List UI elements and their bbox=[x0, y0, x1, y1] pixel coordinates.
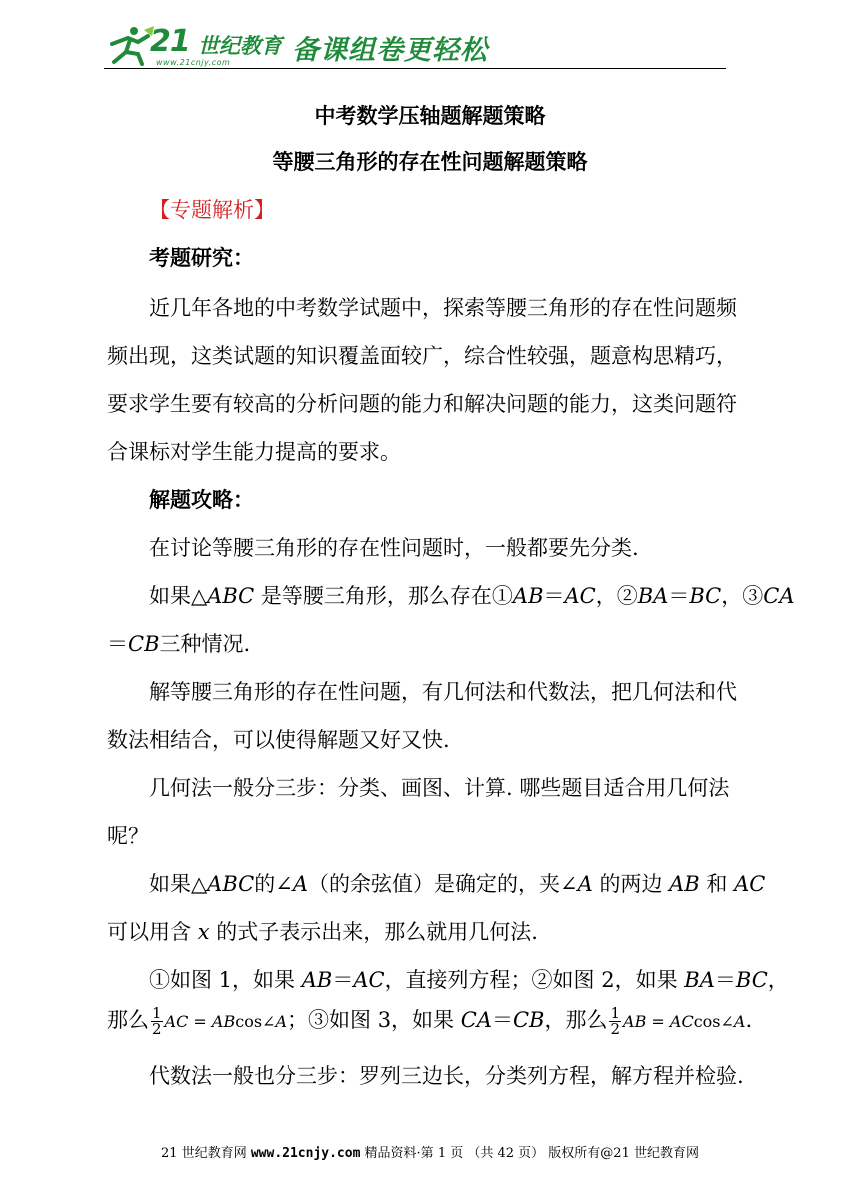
sub-title: 等腰三角形的存在性问题解题策略 bbox=[272, 149, 588, 174]
header-slogan: 备课组卷更轻松 bbox=[292, 35, 488, 66]
section-tag: 【专题解析】 bbox=[149, 198, 275, 222]
research-line-3: 要求学生要有较高的分析问题的能力和解决问题的能力，这类问题符 bbox=[107, 392, 737, 416]
fraction-half-1: $\frac{1}{2}$ bbox=[152, 1004, 162, 1038]
strategy-p5-line1: 如果△ABC的∠A（的余弦值）是确定的，夹∠A 的两边 AB 和 AC bbox=[149, 872, 766, 896]
research-line-2: 频出现，这类试题的知识覆盖面较广，综合性较强，题意构思精巧， bbox=[107, 344, 737, 368]
strategy-p3-line2: 数法相结合，可以使得解题又好又快. bbox=[107, 728, 450, 752]
strategy-p4-line1: 几何法一般分三步：分类、画图、计算. 哪些题目适合用几何法 bbox=[149, 776, 730, 800]
logo-number: 21 bbox=[150, 24, 190, 59]
logo-url: www.21cnjy.com bbox=[156, 58, 231, 67]
strategy-p3-line1: 解等腰三角形的存在性问题，有几何法和代数法，把几何法和代 bbox=[149, 680, 737, 704]
page-footer bbox=[0, 1142, 860, 1161]
runner-logo-icon bbox=[104, 24, 156, 66]
strategy-p6-line2: 那么 $\frac{1}{2}$ AC = ABcos∠A；③如图 3，如果 CA＝CB，那么 $\frac{1}{2}$ AB = ACcos∠A. bbox=[107, 1004, 753, 1038]
fraction-half-2: $\frac{1}{2}$ bbox=[610, 1004, 621, 1038]
strategy-p2-line1: 如果△ABC 是等腰三角形，那么存在①AB＝AC，②BA＝BC，③CA bbox=[149, 584, 795, 608]
research-heading: 考题研究： bbox=[149, 245, 254, 270]
strategy-p1: 在讨论等腰三角形的存在性问题时，一般都要先分类. bbox=[149, 536, 639, 560]
footer-site-link[interactable]: www.21cnjy.com bbox=[250, 1146, 361, 1161]
footer-left: 21 世纪教育网 bbox=[161, 1146, 251, 1161]
strategy-p5-line2: 可以用含 x 的式子表示出来，那么就用几何法. bbox=[107, 920, 538, 944]
research-line-4: 合课标对学生能力提高的要求。 bbox=[107, 440, 401, 464]
research-line-1: 近几年各地的中考数学试题中，探索等腰三角形的存在性问题频 bbox=[149, 296, 737, 320]
header-banner bbox=[104, 22, 726, 70]
strategy-p7: 代数法一般也分三步：罗列三边长，分类列方程，解方程并检验. bbox=[149, 1064, 744, 1088]
main-title: 中考数学压轴题解题策略 bbox=[314, 103, 546, 128]
footer-right: 精品资料·第 1 页 （共 42 页） 版权所有@21 世纪教育网 bbox=[360, 1146, 699, 1161]
strategy-heading: 解题攻略： bbox=[149, 487, 254, 512]
strategy-p4-line2: 呢？ bbox=[107, 824, 149, 848]
strategy-p2-line2: ＝CB三种情况. bbox=[107, 632, 251, 656]
header-divider bbox=[104, 68, 726, 69]
logo-text: 世纪教育 bbox=[198, 34, 282, 58]
strategy-p6-line1: ①如图 1，如果 AB＝AC，直接列方程；②如图 2，如果 BA＝BC， bbox=[149, 968, 789, 992]
